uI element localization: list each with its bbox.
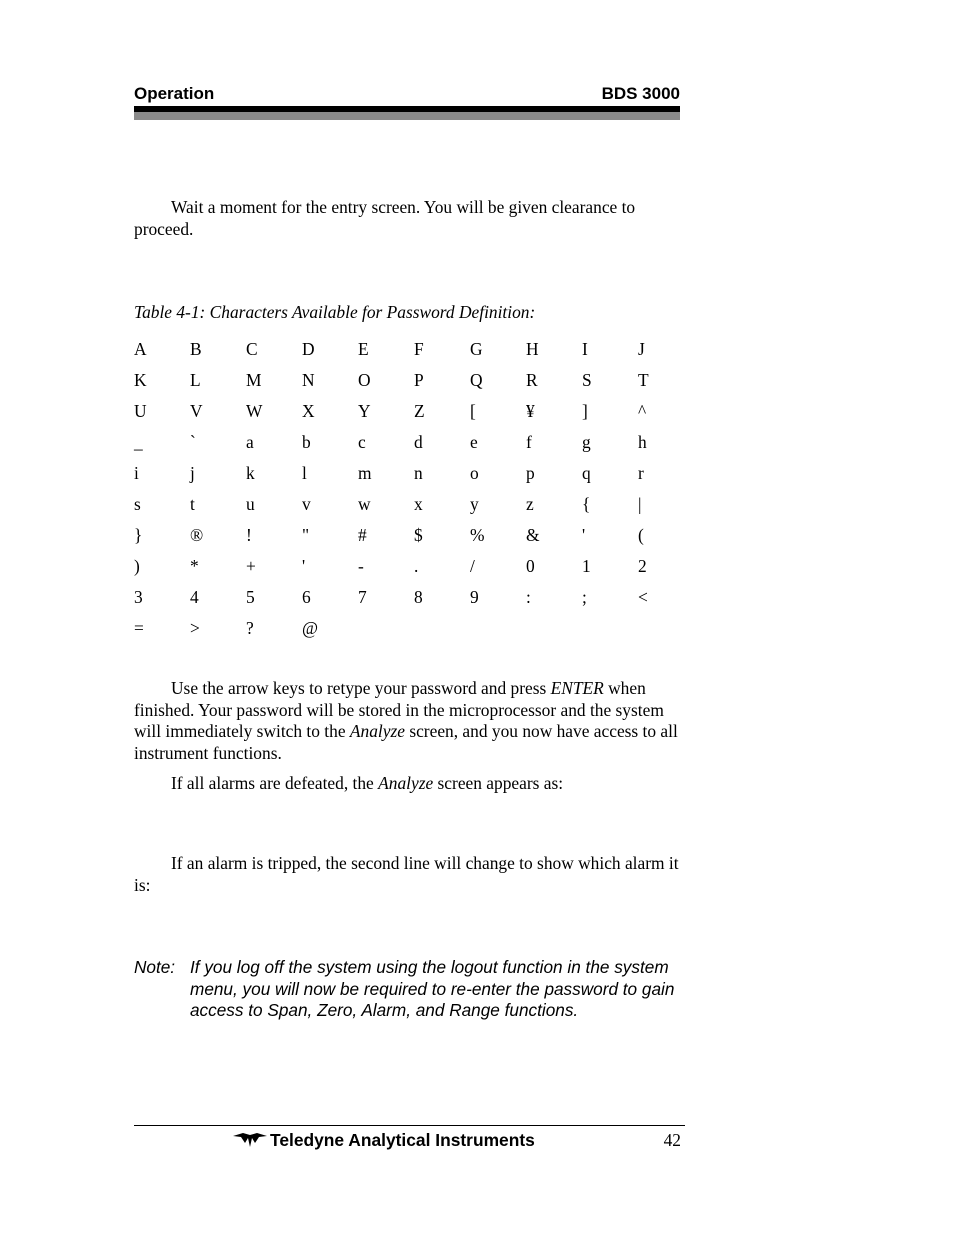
char-cell: e	[470, 432, 478, 452]
footer-company-name: Teledyne Analytical Instruments	[270, 1130, 535, 1150]
char-cell: 2	[638, 556, 647, 576]
page-footer	[134, 1129, 685, 1153]
char-cell: &	[526, 525, 540, 545]
char-cell: i	[134, 463, 139, 483]
header-section-title: Operation	[134, 84, 215, 103]
char-cell: L	[190, 370, 201, 390]
char-cell: `	[190, 432, 196, 452]
char-cell: @	[302, 618, 319, 638]
char-cell: z	[526, 494, 534, 514]
retype-paragraph: Use the arrow keys to retype your password and press ENTER when finished. Your password will be stored in the microprocessor and the system will immediately switch to the Analyze screen, and you now have access to all instrument functions.	[134, 678, 678, 763]
char-cell: k	[246, 463, 255, 483]
char-row	[134, 338, 694, 369]
char-cell: J	[638, 339, 645, 359]
char-cell: 7	[358, 587, 367, 607]
char-cell: t	[190, 494, 195, 514]
char-cell: X	[302, 401, 315, 421]
char-row	[134, 524, 694, 555]
char-cell: *	[190, 556, 199, 576]
char-cell: Y	[358, 401, 371, 421]
char-cell: 6	[302, 587, 311, 607]
char-cell: Z	[414, 401, 425, 421]
char-cell: %	[470, 525, 485, 545]
char-cell: |	[638, 494, 642, 514]
char-cell: '	[302, 556, 306, 576]
char-cell: A	[134, 339, 147, 359]
char-cell: 8	[414, 587, 423, 607]
char-cell: j	[190, 463, 195, 483]
char-cell: y	[470, 494, 479, 514]
char-cell: 1	[582, 556, 591, 576]
char-cell: /	[470, 556, 475, 576]
char-cell: M	[246, 370, 262, 390]
char-cell: R	[526, 370, 538, 390]
alarm-paragraph: If an alarm is tripped, the second line will change to show which alarm it is:	[134, 853, 679, 895]
char-cell: D	[302, 339, 315, 359]
char-cell: c	[358, 432, 366, 452]
char-cell: a	[246, 432, 254, 452]
char-cell: f	[526, 432, 532, 452]
char-cell: [	[470, 401, 476, 421]
char-cell: <	[638, 587, 648, 607]
char-cell: K	[134, 370, 147, 390]
char-cell: ¥	[526, 401, 535, 421]
char-cell: )	[134, 556, 140, 576]
char-cell: (	[638, 525, 644, 545]
char-cell: "	[302, 525, 310, 545]
char-cell: $	[414, 525, 423, 545]
char-cell: 4	[190, 587, 199, 607]
teledyne-logo-icon	[233, 1132, 267, 1148]
char-cell: 5	[246, 587, 255, 607]
char-cell: U	[134, 401, 147, 421]
note-text: If you log off the system using the logout function in the system menu, you will now be required to re-enter the password to gain access to Span, Zero, Alarm, and Range functions.	[190, 957, 675, 1020]
char-cell: ]	[582, 401, 588, 421]
char-cell: p	[526, 463, 535, 483]
char-row	[134, 431, 694, 462]
char-cell: !	[246, 525, 252, 545]
char-cell: W	[246, 401, 263, 421]
footer-rule	[134, 1125, 685, 1126]
char-cell: I	[582, 339, 588, 359]
char-cell: G	[470, 339, 483, 359]
password-character-table	[134, 338, 694, 648]
char-cell: S	[582, 370, 592, 390]
char-cell: 0	[526, 556, 535, 576]
char-cell: {	[582, 494, 591, 514]
char-cell: g	[582, 432, 591, 452]
char-cell: N	[302, 370, 315, 390]
page-number: 42	[663, 1130, 681, 1150]
char-cell: b	[302, 432, 311, 452]
char-cell: 3	[134, 587, 143, 607]
char-cell: m	[358, 463, 372, 483]
char-row	[134, 400, 694, 431]
char-cell: +	[246, 556, 256, 576]
char-cell: T	[638, 370, 649, 390]
char-cell: w	[358, 494, 371, 514]
char-cell: C	[246, 339, 258, 359]
char-row	[134, 586, 694, 617]
char-row	[134, 369, 694, 400]
char-cell: F	[414, 339, 424, 359]
char-row	[134, 555, 694, 586]
char-cell: :	[526, 587, 531, 607]
char-cell: P	[414, 370, 424, 390]
char-cell: r	[638, 463, 644, 483]
char-cell: 9	[470, 587, 479, 607]
char-cell: #	[358, 525, 367, 545]
char-cell: x	[414, 494, 423, 514]
char-cell: E	[358, 339, 369, 359]
char-row	[134, 617, 694, 648]
char-cell: d	[414, 432, 423, 452]
char-cell: }	[134, 525, 143, 545]
char-cell: ?	[246, 618, 254, 638]
char-row	[134, 462, 694, 493]
char-cell: O	[358, 370, 371, 390]
char-cell: n	[414, 463, 423, 483]
char-cell: l	[302, 463, 307, 483]
char-cell: -	[358, 556, 364, 576]
char-cell: =	[134, 618, 144, 638]
char-cell: B	[190, 339, 202, 359]
char-cell: Q	[470, 370, 483, 390]
char-cell: ^	[638, 401, 647, 421]
analyze-screen-paragraph: If all alarms are defeated, the Analyze screen appears as:	[171, 773, 564, 793]
char-cell: _	[134, 432, 143, 452]
char-cell: q	[582, 463, 591, 483]
char-cell: H	[526, 339, 539, 359]
char-cell: '	[582, 525, 586, 545]
intro-paragraph: Wait a moment for the entry screen. You will be given clearance to proceed.	[134, 197, 636, 239]
char-cell: o	[470, 463, 479, 483]
char-cell: u	[246, 494, 255, 514]
note-label: Note:	[134, 957, 176, 977]
char-cell: ®	[190, 525, 204, 545]
page-header	[134, 84, 680, 104]
char-cell: >	[190, 618, 200, 638]
char-cell: ;	[582, 587, 587, 607]
char-cell: .	[414, 556, 419, 576]
header-product-name: BDS 3000	[601, 84, 680, 103]
header-rule-gray	[134, 112, 680, 120]
char-cell: v	[302, 494, 311, 514]
char-cell: h	[638, 432, 647, 452]
char-cell: V	[190, 401, 203, 421]
table-caption: Table 4-1: Characters Available for Password Definition:	[134, 302, 536, 322]
char-row	[134, 493, 694, 524]
char-cell: s	[134, 494, 141, 514]
